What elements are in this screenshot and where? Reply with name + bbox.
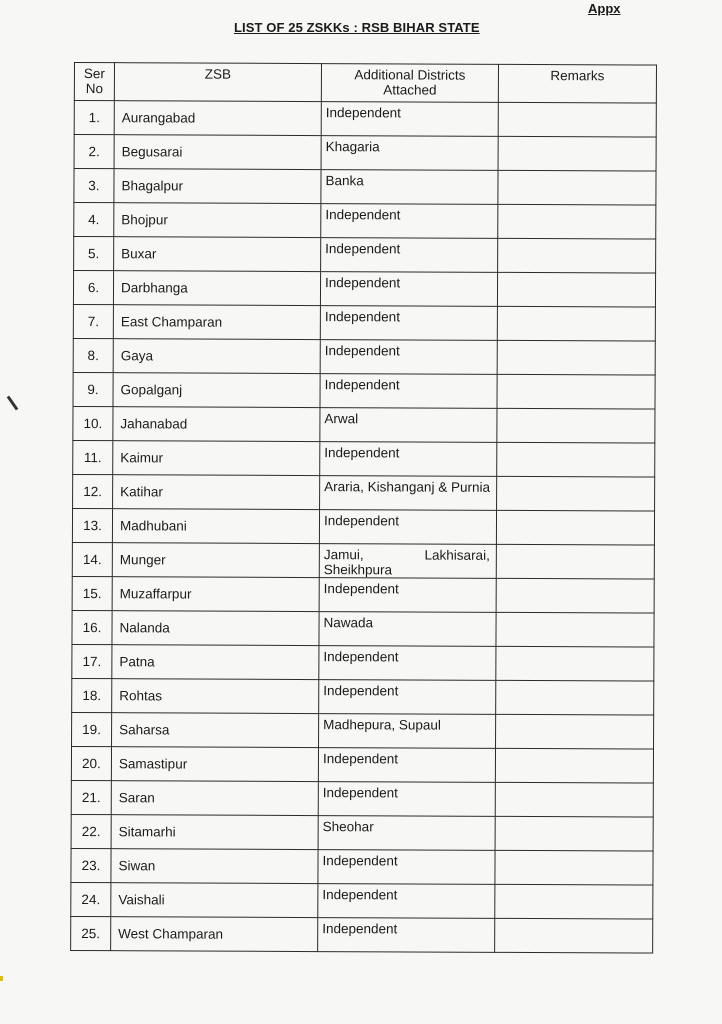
row-zsb: Nalanda — [112, 611, 319, 646]
col-header-zsb: ZSB — [114, 63, 321, 102]
row-zsb: Kaimur — [113, 441, 320, 476]
table-row — [72, 610, 654, 647]
row-remarks — [497, 408, 655, 443]
col-header-additional-districts: Additional Districts Attached — [321, 64, 498, 103]
row-ser-no: 19. — [72, 712, 112, 746]
row-additional-districts: Independent — [318, 748, 495, 783]
zskk-list-table — [70, 62, 657, 954]
row-zsb: Aurangabad — [114, 101, 321, 136]
table-row — [72, 576, 654, 613]
table-row — [71, 916, 653, 953]
table-row — [73, 474, 655, 511]
row-remarks — [496, 612, 654, 647]
table-body — [71, 101, 657, 954]
row-zsb: Gopalganj — [113, 373, 320, 408]
col-header-ser-no: Ser No — [74, 63, 114, 101]
table-row — [71, 814, 653, 851]
row-ser-no: 21. — [71, 780, 111, 814]
row-additional-districts: Araria, Kishanganj & Purnia — [320, 476, 497, 511]
row-remarks — [495, 748, 653, 783]
row-zsb: Munger — [112, 543, 319, 578]
row-zsb: Gaya — [113, 339, 320, 374]
row-zsb: Saharsa — [112, 713, 319, 748]
row-zsb: Vaishali — [111, 883, 318, 918]
row-zsb: Samastipur — [111, 747, 318, 782]
row-ser-no: 8. — [73, 338, 113, 372]
table-row — [74, 169, 656, 206]
row-zsb: Darbhanga — [113, 271, 320, 306]
table-row — [73, 372, 655, 409]
row-remarks — [497, 374, 655, 409]
row-zsb: Bhojpur — [114, 203, 321, 238]
row-remarks — [497, 340, 655, 375]
row-additional-districts: Independent — [319, 510, 496, 545]
row-zsb: Buxar — [114, 237, 321, 272]
row-zsb: East Champaran — [113, 305, 320, 340]
table-row — [74, 203, 656, 240]
page-title: LIST OF 25 ZSKKs : RSB BIHAR STATE — [234, 20, 480, 35]
table-row — [72, 644, 654, 681]
row-additional-districts: Jamui, Lakhisarai, Sheikhpura — [319, 544, 496, 579]
appendix-label: Appx — [588, 1, 621, 16]
row-additional-districts: Independent — [319, 646, 496, 681]
row-additional-districts: Independent — [319, 578, 496, 613]
table-row — [71, 882, 653, 919]
table-row — [72, 542, 654, 579]
row-remarks — [497, 306, 655, 341]
table-row — [72, 508, 654, 545]
row-additional-districts: Independent — [321, 204, 498, 239]
row-remarks — [497, 476, 655, 511]
row-additional-districts: Madhepura, Supaul — [319, 714, 496, 749]
row-ser-no: 16. — [72, 610, 112, 644]
row-remarks — [495, 782, 653, 817]
row-zsb: Katihar — [113, 475, 320, 510]
table-row — [71, 780, 653, 817]
row-remarks — [497, 272, 655, 307]
row-zsb: Bhagalpur — [114, 169, 321, 204]
row-additional-districts: Independent — [320, 442, 497, 477]
row-ser-no: 17. — [72, 644, 112, 678]
row-additional-districts: Independent — [319, 680, 496, 715]
table-row — [73, 338, 655, 375]
row-additional-districts: Arwal — [320, 408, 497, 443]
row-remarks — [498, 102, 656, 137]
row-remarks — [498, 136, 656, 171]
row-remarks — [496, 646, 654, 681]
row-zsb: Begusarai — [114, 135, 321, 170]
row-zsb: Siwan — [111, 849, 318, 884]
row-ser-no: 23. — [71, 848, 111, 882]
row-additional-districts: Independent — [320, 306, 497, 341]
row-ser-no: 6. — [73, 271, 113, 305]
row-ser-no: 2. — [74, 135, 114, 169]
table-row — [74, 101, 656, 138]
row-remarks — [497, 442, 655, 477]
row-remarks — [496, 544, 654, 579]
row-additional-districts: Independent — [320, 374, 497, 409]
zskk-list-table-container — [70, 62, 656, 954]
row-ser-no: 20. — [71, 746, 111, 780]
row-ser-no: 5. — [74, 237, 114, 271]
row-additional-districts: Independent — [318, 782, 495, 817]
row-ser-no: 11. — [73, 440, 113, 474]
row-zsb: Jahanabad — [113, 407, 320, 442]
stray-color-mark — [0, 976, 3, 981]
row-additional-districts: Independent — [318, 850, 495, 885]
row-additional-districts: Banka — [321, 170, 498, 205]
table-row — [72, 678, 654, 715]
row-ser-no: 15. — [72, 576, 112, 610]
row-ser-no: 7. — [73, 304, 113, 338]
row-ser-no: 3. — [74, 169, 114, 203]
row-ser-no: 10. — [73, 406, 113, 440]
row-ser-no: 12. — [73, 474, 113, 508]
row-additional-districts: Nawada — [319, 612, 496, 647]
table-row — [74, 135, 656, 172]
row-remarks — [496, 714, 654, 749]
row-additional-districts: Khagaria — [321, 136, 498, 171]
row-zsb: Muzaffarpur — [112, 577, 319, 612]
row-additional-districts: Sheohar — [318, 816, 495, 851]
row-remarks — [498, 170, 656, 205]
row-zsb: Saran — [111, 781, 318, 816]
row-remarks — [495, 816, 653, 851]
row-ser-no: 9. — [73, 372, 113, 406]
table-header-row — [74, 63, 656, 104]
row-ser-no: 22. — [71, 814, 111, 848]
row-ser-no: 24. — [71, 882, 111, 916]
row-ser-no: 14. — [72, 542, 112, 576]
row-remarks — [495, 918, 653, 953]
row-remarks — [498, 204, 656, 239]
table-row — [73, 440, 655, 477]
row-additional-districts: Independent — [321, 238, 498, 273]
row-remarks — [496, 510, 654, 545]
row-zsb: Sitamarhi — [111, 815, 318, 850]
row-additional-districts: Independent — [318, 884, 495, 919]
row-additional-districts: Independent — [318, 918, 495, 953]
table-row — [73, 271, 655, 308]
col-header-remarks: Remarks — [498, 64, 656, 103]
row-zsb: West Champaran — [111, 917, 318, 952]
row-ser-no: 4. — [74, 203, 114, 237]
row-ser-no: 18. — [72, 678, 112, 712]
row-ser-no: 1. — [74, 101, 114, 135]
row-remarks — [496, 680, 654, 715]
row-zsb: Rohtas — [112, 679, 319, 714]
row-zsb: Patna — [112, 645, 319, 680]
row-ser-no: 13. — [72, 508, 112, 542]
row-remarks — [498, 238, 656, 273]
table-row — [71, 848, 653, 885]
stray-pen-mark — [7, 396, 19, 411]
table-row — [72, 712, 654, 749]
table-row — [73, 304, 655, 341]
row-additional-districts: Independent — [320, 272, 497, 307]
table-row — [71, 746, 653, 783]
row-additional-districts: Independent — [320, 340, 497, 375]
row-additional-districts: Independent — [321, 102, 498, 137]
table-row — [74, 237, 656, 274]
row-remarks — [495, 884, 653, 919]
table-row — [73, 406, 655, 443]
row-zsb: Madhubani — [112, 509, 319, 544]
row-ser-no: 25. — [71, 916, 111, 950]
row-remarks — [495, 850, 653, 885]
row-remarks — [496, 578, 654, 613]
